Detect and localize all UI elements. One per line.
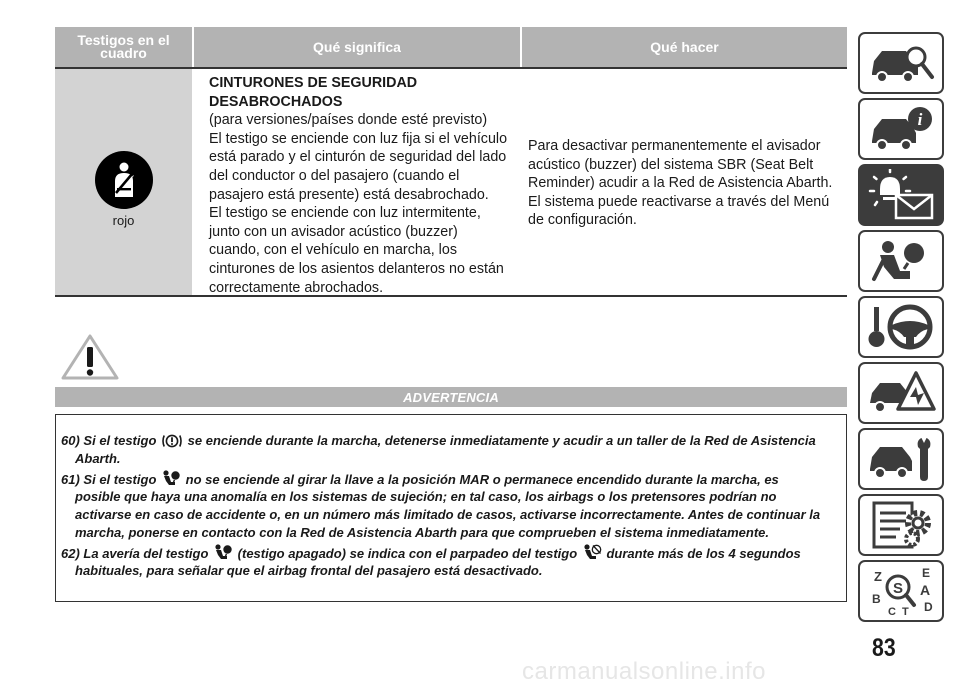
meaning-paragraph: El testigo se enciende con luz fija si el vehículo está parado y el cinturón de seguridad del lado del conductor o del pasajero (cuando el pasajero está presente) está desabrochado. xyxy=(209,130,508,203)
table-header xyxy=(55,27,847,67)
warning-item xyxy=(61,470,826,541)
svg-text:C: C xyxy=(888,606,896,617)
svg-text:E: E xyxy=(922,566,931,580)
car-info-icon xyxy=(866,103,936,155)
nav-tab-index[interactable] xyxy=(858,560,944,622)
warning-item xyxy=(61,432,826,467)
lamp-color-label: rojo xyxy=(112,213,135,228)
key-steering-wheel-icon xyxy=(866,301,936,353)
list-gear-icon xyxy=(866,499,936,551)
warning-light-message-icon xyxy=(866,169,936,221)
page-number: 83 xyxy=(872,634,896,662)
nav-tab-car-info[interactable] xyxy=(858,98,944,160)
warning-lights-table xyxy=(55,27,847,297)
svg-text:S: S xyxy=(893,580,904,597)
nav-tab-emergency[interactable] xyxy=(858,362,944,424)
airbag-fault-icon xyxy=(161,433,183,449)
meaning-title: CINTURONES DE SEGURIDAD DESABROCHADOS xyxy=(209,75,418,110)
lamp-cell xyxy=(55,69,192,295)
nav-tab-warning-lights[interactable] xyxy=(858,164,944,226)
nav-tab-maintenance[interactable] xyxy=(858,428,944,490)
svg-text:D: D xyxy=(924,600,933,614)
warning-item-text: Si el testigo xyxy=(83,433,157,448)
car-wrench-icon xyxy=(866,433,936,485)
svg-text:B: B xyxy=(872,592,881,606)
svg-text:i: i xyxy=(917,110,923,129)
svg-text:Z: Z xyxy=(874,569,882,584)
warning-item-text: durante más de los 4 segundos habituales, para señalar que el airbag frontal del pasajero está desactivado. xyxy=(75,545,801,579)
warning-item-number: 61) xyxy=(61,471,80,487)
airbag-passenger-icon xyxy=(866,235,936,287)
watermark: carmanualsonline.info xyxy=(522,658,766,685)
nav-tab-car-knowledge[interactable] xyxy=(858,32,944,94)
nav-tab-safety[interactable] xyxy=(858,230,944,292)
header-cell-lights: Testigos en el cuadro xyxy=(55,27,192,67)
warning-item-text: Si el testigo xyxy=(83,471,157,487)
warning-item-text: se enciende durante la marcha, detenerse inmediatamente y acudir a un taller de la Red de Asistencia Abarth. xyxy=(75,433,816,466)
warning-item-number: 60) xyxy=(61,433,80,448)
warning-item xyxy=(61,544,826,580)
car-warning-triangle-icon xyxy=(866,367,936,419)
header-cell-meaning: Qué significa xyxy=(194,27,520,67)
seat-belt-warning-icon xyxy=(95,151,153,209)
airbag-icon xyxy=(213,544,233,562)
action-cell: Para desactivar permanentemente el avisador acústico (buzzer) del sistema SBR (Seat Belt Reminder) acudir a la Red de Asistencia Abarth. El sistema puede reactivarse a través del Menú de configuración. xyxy=(528,138,833,229)
warning-item-number: 62) xyxy=(61,545,80,561)
meaning-paragraph: (para versiones/países donde esté previsto) xyxy=(209,112,488,129)
warning-item-text: no se enciende al girar la llave a la posición MAR o permanece encendido durante la marcha, es posible que haya una anomalía en los sistemas de sujeción; en tal caso, los airbags o los pretensores podrían no activarse en caso de accidente o, en un número más limitado de casos, activarse incorrectamente. Antes de continuar la marcha, ponerse en contacto con la Red de Asistencia Abarth para que comprueben el sistema inmediatamente. xyxy=(75,471,821,540)
svg-text:A: A xyxy=(920,582,931,598)
nav-tab-technical-data[interactable] xyxy=(858,494,944,556)
alphabet-index-icon xyxy=(866,565,936,617)
svg-text:T: T xyxy=(902,606,909,617)
table-row xyxy=(55,69,847,297)
warning-title: ADVERTENCIA xyxy=(55,387,847,407)
warning-box xyxy=(55,414,847,602)
airbag-icon xyxy=(161,470,181,488)
meaning-cell xyxy=(192,69,520,295)
car-magnifier-icon xyxy=(866,37,936,89)
warning-triangle-icon xyxy=(60,333,120,381)
meaning-paragraph: El testigo se enciende con luz intermitente, junto con un avisador acústico (buzzer) cuando, con el vehículo en marcha, los cinturones de los asientos delanteros no están correctamente abrochados. xyxy=(209,205,504,296)
section-nav xyxy=(858,32,946,626)
header-cell-action: Qué hacer xyxy=(522,27,847,67)
nav-tab-starting-driving[interactable] xyxy=(858,296,944,358)
warning-item-text: (testigo apagado) se indica con el parpadeo del testigo xyxy=(237,545,578,561)
warning-item-text: La avería del testigo xyxy=(83,545,209,561)
airbag-off-icon xyxy=(582,544,602,562)
